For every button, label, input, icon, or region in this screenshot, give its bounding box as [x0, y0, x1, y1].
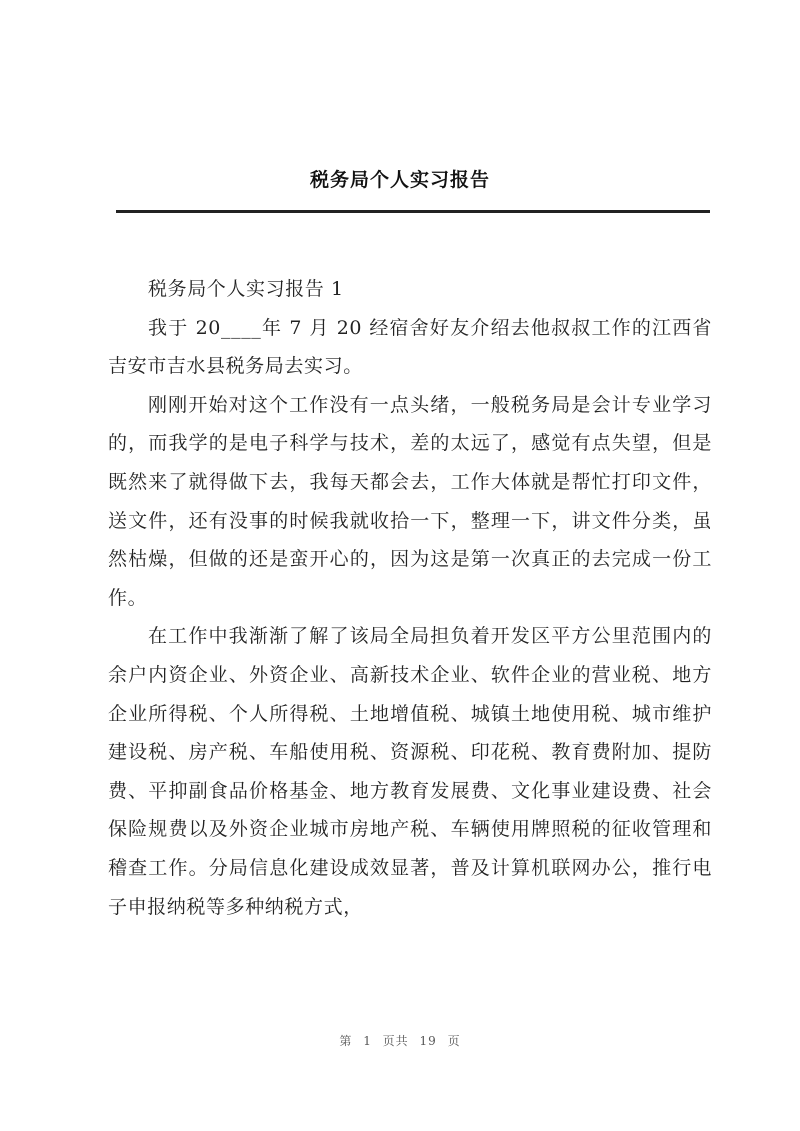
document-title: 税务局个人实习报告 — [309, 169, 490, 191]
paragraph: 在工作中我渐渐了解了该局全局担负着开发区平方公里范围内的余户内资企业、外资企业、高新技术企业、软件企业的营业税、地方企业所得税、个人所得税、土地增值税、城镇土地使用税、城市维护建设税、房产税、车船使用税、资源税、印花税、教育费附加、提防费、平抑副食品价格基金、地方教育发展费、文化事业建设费、社会保险规费以及外资企业城市房地产税、车辆使用牌照税的征收管理和稽查工作。分局信息化建设成效显著，普及计算机联网办公，推行电子申报纳税等多种纳税方式， — [108, 625, 712, 918]
paragraph: 刚刚开始对这个工作没有一点头绪，一般税务局是会计专业学习的，而我学的是电子科学与技术，差的太远了，感觉有点失望，但是既然来了就得做下去，我每天都会去，工作大体就是帮忙打印文件，送文件，还有没事的时候我就收拾一下，整理一下，讲文件分类，虽然枯燥，但做的还是蛮开心的，因为这是第一次真正的去完成一份工作。 — [108, 393, 712, 609]
paragraph-heading: 税务局个人实习报告 1 — [148, 278, 344, 300]
paragraph: 我于 20____年 7 月 20 经宿舍好友介绍去他叔叔工作的江西省吉安市吉水县税务局去实习。 — [108, 316, 712, 378]
document-body — [108, 270, 712, 926]
title-divider — [116, 210, 710, 213]
page-number-footer: 第 1 页共 19 页 — [339, 1034, 461, 1048]
